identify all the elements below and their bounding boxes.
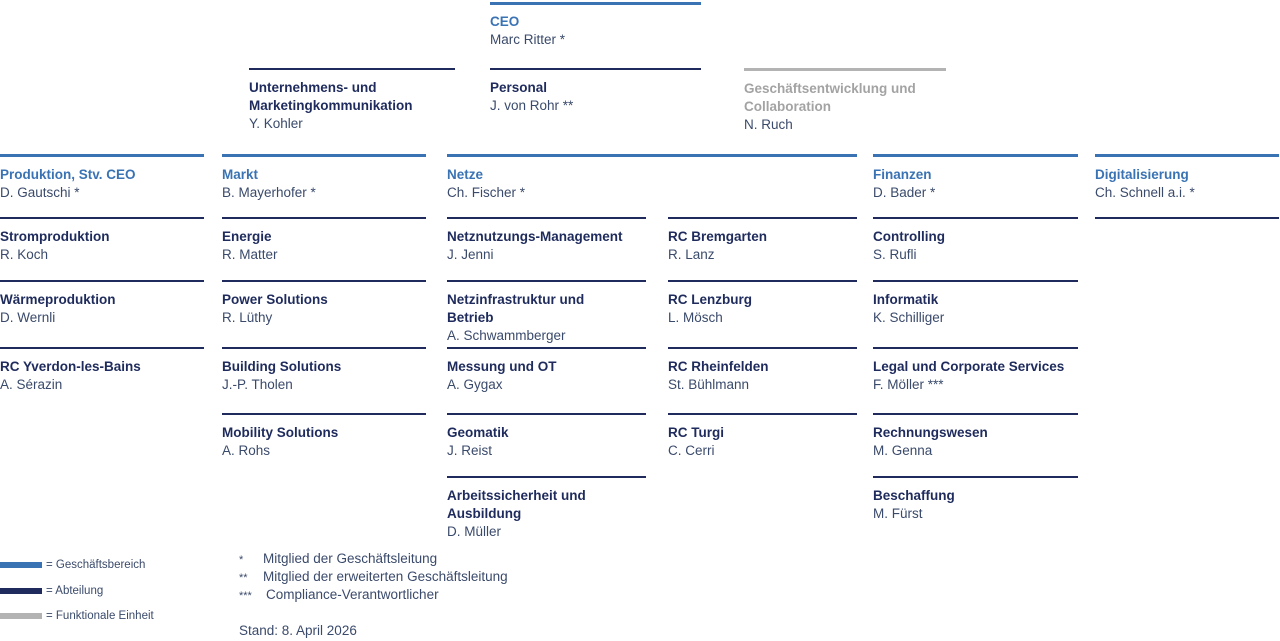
unit-name: S. Rufli: [873, 247, 917, 262]
unit-name: J. Jenni: [447, 247, 494, 262]
unit-finance-5: [873, 476, 1078, 523]
unit-title: Energie: [222, 229, 272, 244]
footnote-2: [239, 568, 508, 587]
division-market-name: B. Mayerhofer *: [222, 185, 316, 200]
unit-production-1: [0, 217, 204, 264]
date-stamp: Stand: 8. April 2026: [239, 623, 357, 638]
legend-swatch-business-area: [0, 562, 42, 568]
unit-name: J. Reist: [447, 443, 493, 458]
ceo-box: [490, 2, 701, 49]
footnote-2-mark: **: [239, 572, 248, 584]
ceo-name: Marc Ritter *: [490, 32, 566, 47]
unit-grids-right-1: [668, 217, 857, 264]
division-grids-name: Ch. Fischer *: [447, 185, 526, 200]
unit-grids-left-1: [447, 217, 646, 264]
bizdev-box: [744, 68, 946, 134]
unit-name: A. Schwammberger: [447, 328, 566, 343]
unit-market-2: [222, 280, 426, 327]
unit-market-4: [222, 413, 426, 460]
legend-label-business-area: = Geschäftsbereich: [46, 559, 146, 571]
legend-label-department: = Abteilung: [46, 585, 104, 597]
unit-name: R. Lanz: [668, 247, 715, 262]
division-grids-title: Netze: [447, 167, 484, 182]
unit-name: K. Schilliger: [873, 310, 945, 325]
unit-name: D. Wernli: [0, 310, 56, 325]
unit-title: Legal und Corporate Services: [873, 359, 1065, 374]
legend-swatch-functional-unit: [0, 613, 42, 619]
ceo-title: CEO: [490, 14, 520, 29]
unit-title-1: Arbeitssicherheit und: [447, 488, 586, 503]
hr-name: J. von Rohr **: [490, 98, 574, 113]
division-market: [222, 154, 426, 202]
unit-grids-right-3: [668, 347, 857, 394]
legend-functional-unit: [0, 610, 154, 622]
unit-grids-left-5: [447, 476, 646, 541]
unit-market-1: [222, 217, 426, 264]
unit-title: RC Lenzburg: [668, 292, 752, 307]
division-production-title: Produktion, Stv. CEO: [0, 167, 136, 182]
division-digital-name: Ch. Schnell a.i. *: [1095, 185, 1195, 200]
footnote-3-mark: ***: [239, 590, 252, 602]
unit-name: R. Matter: [222, 247, 278, 262]
unit-title: Messung und OT: [447, 359, 557, 374]
unit-name: F. Möller ***: [873, 377, 944, 392]
unit-title: Rechnungswesen: [873, 425, 988, 440]
unit-title: Stromproduktion: [0, 229, 110, 244]
hr-title: Personal: [490, 80, 548, 95]
unit-name: J.-P. Tholen: [222, 377, 293, 392]
unit-name: R. Koch: [0, 247, 49, 262]
bizdev-name: N. Ruch: [744, 117, 793, 132]
unit-title: Wärmeproduktion: [0, 292, 116, 307]
division-production: [0, 154, 204, 202]
unit-grids-left-3: [447, 347, 646, 394]
legend-swatch-department: [0, 588, 42, 594]
unit-market-3: [222, 347, 426, 394]
unit-title-2: Betrieb: [447, 310, 494, 325]
legend-label-functional-unit: = Funktionale Einheit: [46, 610, 154, 622]
footnote-1: [239, 550, 437, 569]
division-market-title: Markt: [222, 167, 259, 182]
footnote-1-mark: *: [239, 554, 244, 566]
division-digital-title: Digitalisierung: [1095, 167, 1189, 182]
legend-department: [0, 585, 103, 597]
unit-name: D. Müller: [447, 524, 502, 539]
division-digital: [1095, 154, 1279, 202]
unit-name: St. Bühlmann: [668, 377, 750, 392]
unit-title: Beschaffung: [873, 488, 955, 503]
unit-grids-left-2: [447, 280, 646, 345]
unit-title: Informatik: [873, 292, 939, 307]
bizdev-title-2: Collaboration: [744, 99, 831, 114]
unit-finance-4: [873, 413, 1078, 460]
division-grids: [447, 154, 857, 202]
communication-name: Y. Kohler: [249, 116, 303, 131]
unit-title-1: Netzinfrastruktur und: [447, 292, 585, 307]
unit-name: M. Genna: [873, 443, 933, 458]
footnote-3-text: Compliance-Verantwortlicher: [266, 587, 439, 602]
unit-title: Building Solutions: [222, 359, 342, 374]
communication-box: [249, 68, 455, 133]
hr-box: [490, 68, 701, 115]
digital-separator: [1095, 217, 1279, 219]
unit-name: C. Cerri: [668, 443, 715, 458]
unit-title: Netznutzungs-Management: [447, 229, 623, 244]
unit-name: L. Mösch: [668, 310, 723, 325]
unit-grids-right-2: [668, 280, 857, 327]
unit-title: RC Bremgarten: [668, 229, 768, 244]
unit-title: RC Rheinfelden: [668, 359, 769, 374]
division-finance-title: Finanzen: [873, 167, 932, 182]
unit-name: M. Fürst: [873, 506, 923, 521]
unit-name: R. Lüthy: [222, 310, 273, 325]
unit-finance-2: [873, 280, 1078, 327]
unit-finance-1: [873, 217, 1078, 264]
unit-title: Mobility Solutions: [222, 425, 339, 440]
communication-title-1: Unternehmens- und: [249, 80, 377, 95]
unit-title-2: Ausbildung: [447, 506, 522, 521]
division-finance: [873, 154, 1078, 202]
communication-title-2: Marketingkommunikation: [249, 98, 413, 113]
division-production-name: D. Gautschi *: [0, 185, 80, 200]
unit-name: A. Gygax: [447, 377, 503, 392]
unit-name: A. Rohs: [222, 443, 271, 458]
unit-title: Geomatik: [447, 425, 509, 440]
bizdev-title-1: Geschäftsentwicklung und: [744, 81, 916, 96]
footnote-1-text: Mitglied der Geschäftsleitung: [263, 551, 438, 566]
unit-title: Controlling: [873, 229, 945, 244]
division-finance-name: D. Bader *: [873, 185, 936, 200]
unit-grids-left-4: [447, 413, 646, 460]
unit-title: Power Solutions: [222, 292, 328, 307]
footnote-2-text: Mitglied der erweiterten Geschäftsleitung: [263, 569, 508, 584]
legend-business-area: [0, 559, 145, 571]
unit-finance-3: [873, 347, 1078, 394]
unit-production-3: [0, 347, 204, 394]
unit-production-2: [0, 280, 204, 327]
unit-title: RC Turgi: [668, 425, 724, 440]
unit-name: A. Sérazin: [0, 377, 63, 392]
unit-grids-right-4: [668, 413, 857, 460]
footnote-3: [239, 586, 439, 605]
unit-title: RC Yverdon-les-Bains: [0, 359, 141, 374]
